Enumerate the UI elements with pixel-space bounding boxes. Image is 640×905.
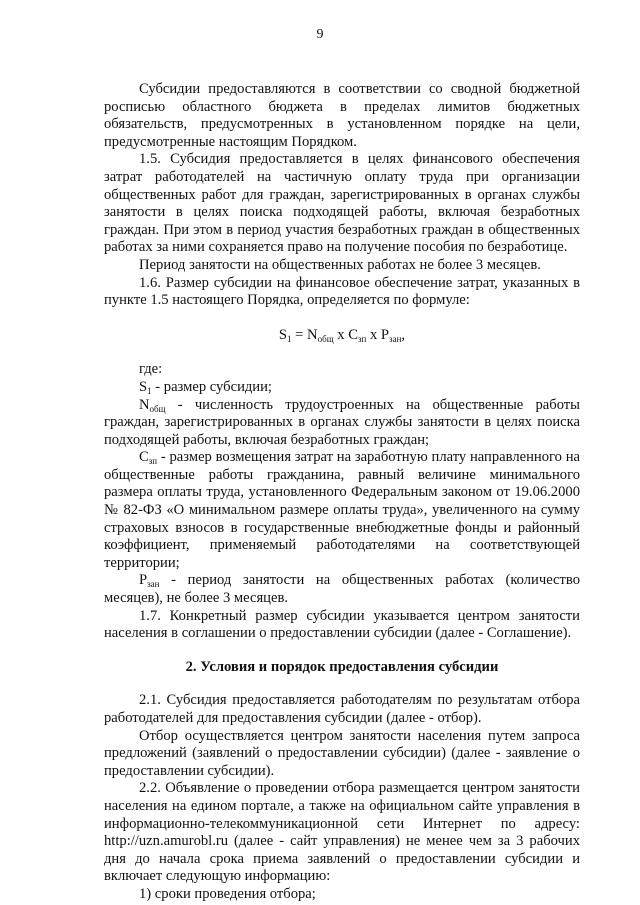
definition-text: - численность трудоустроенных на общественные работы граждан, зарегистрированных в органах службы занятости в целях поиска подходящей работы, включая безработных граждан;	[104, 396, 580, 448]
paragraph-2-2: 2.2. Объявление о проведении отбора размещается центром занятости населения на едином портале, а также на официальном сайте управления в информационно-телекоммуникационной сети Интернет по адресу: http://uzn.amurobl.ru (далее - сайт управления) не менее чем за 3 рабочих дня до начала срока приема заявлений о предоставлении субсидии и включает следующую информацию:	[104, 780, 580, 885]
definition-n	[104, 397, 580, 450]
symbol-sub: 1	[147, 385, 152, 396]
symbol: S	[139, 378, 148, 395]
symbol-sub: зан	[147, 579, 160, 590]
paragraph: Субсидии предоставляются в соответствии со сводной бюджетной росписью областного бюджета в пределах лимитов бюджетных обязательств, предусмотренных в установленном порядке на цели, предусмотренные настоящим Порядком.	[104, 81, 580, 150]
subsidy-formula	[104, 327, 580, 345]
formula-c-sub: зп	[357, 333, 367, 344]
paragraph-1-5: 1.5. Субсидия предоставляется в целях финансового обеспечения затрат работодателей на частичную оплату труда при организации общественных работ для граждан, зарегистрированных в органах службы занятости в целях поиска подходящей работы, включая безработных граждан. При этом в период участия безработных граждан в общественных работах за ними сохраняется право на получение пособия по безработице.	[104, 151, 580, 256]
formula-x1: x C	[333, 326, 358, 343]
definition-text: - размер возмещения затрат на заработную плату направленного на общественные работы гражданина, равный величине минимального размера оплаты труда, установленного Федеральным законом от 19.06.2000 № 82-ФЗ «О минимальном размере оплаты труда», увеличенного на сумму страховых взносов в государственные внебюджетные фонды и районный коэффициент, применяемый работодателями на соответствующей территории;	[104, 449, 580, 571]
definition-text: - период занятости на общественных работах (количество месяцев), не более 3 месяцев.	[104, 572, 580, 607]
definition-p	[104, 572, 580, 607]
paragraph-1-7: 1.7. Конкретный размер субсидии указывается центром занятости населения в соглашении о предоставлении субсидии (далее - Соглашение).	[104, 607, 580, 642]
formula-n-sub: общ	[317, 333, 334, 344]
where-label: где:	[139, 361, 163, 378]
list-item: 1) сроки проведения отбора;	[139, 885, 316, 902]
document-body	[104, 81, 580, 904]
paragraph-2-1: 2.1. Субсидия предоставляется работодателям по результатам отбора работодателей для предоставления субсидии (далее - отбор).	[104, 692, 580, 726]
symbol: C	[139, 449, 149, 466]
formula-p-sub: зан	[389, 333, 402, 344]
formula-eq: = N	[291, 326, 318, 343]
symbol-sub: зп	[148, 456, 158, 467]
symbol-sub: общ	[149, 403, 166, 414]
symbol: P	[139, 572, 148, 589]
definition-text: - размер субсидии;	[151, 378, 272, 395]
page-number: 9	[316, 27, 324, 42]
paragraph-1-6: 1.6. Размер субсидии на финансовое обеспечение затрат, указанных в пункте 1.5 настоящего Порядка, определяется по формуле:	[104, 274, 580, 309]
symbol: N	[139, 396, 150, 413]
formula-s: S	[278, 326, 288, 343]
formula-tail: ,	[401, 326, 406, 343]
section-heading: 2. Условия и порядок предоставления субсидии	[185, 658, 499, 675]
definition-c	[104, 449, 580, 572]
paragraph: Период занятости на общественных работах не более 3 месяцев.	[139, 256, 541, 273]
formula-s-sub: 1	[287, 333, 292, 344]
paragraph: Отбор осуществляется центром занятости населения путем запроса предложений (заявлений о предоставлении субсидии) (далее - заявление о предоставлении субсидии).	[104, 727, 580, 779]
definition-s1	[104, 379, 580, 397]
formula-x2: x P	[366, 326, 390, 343]
